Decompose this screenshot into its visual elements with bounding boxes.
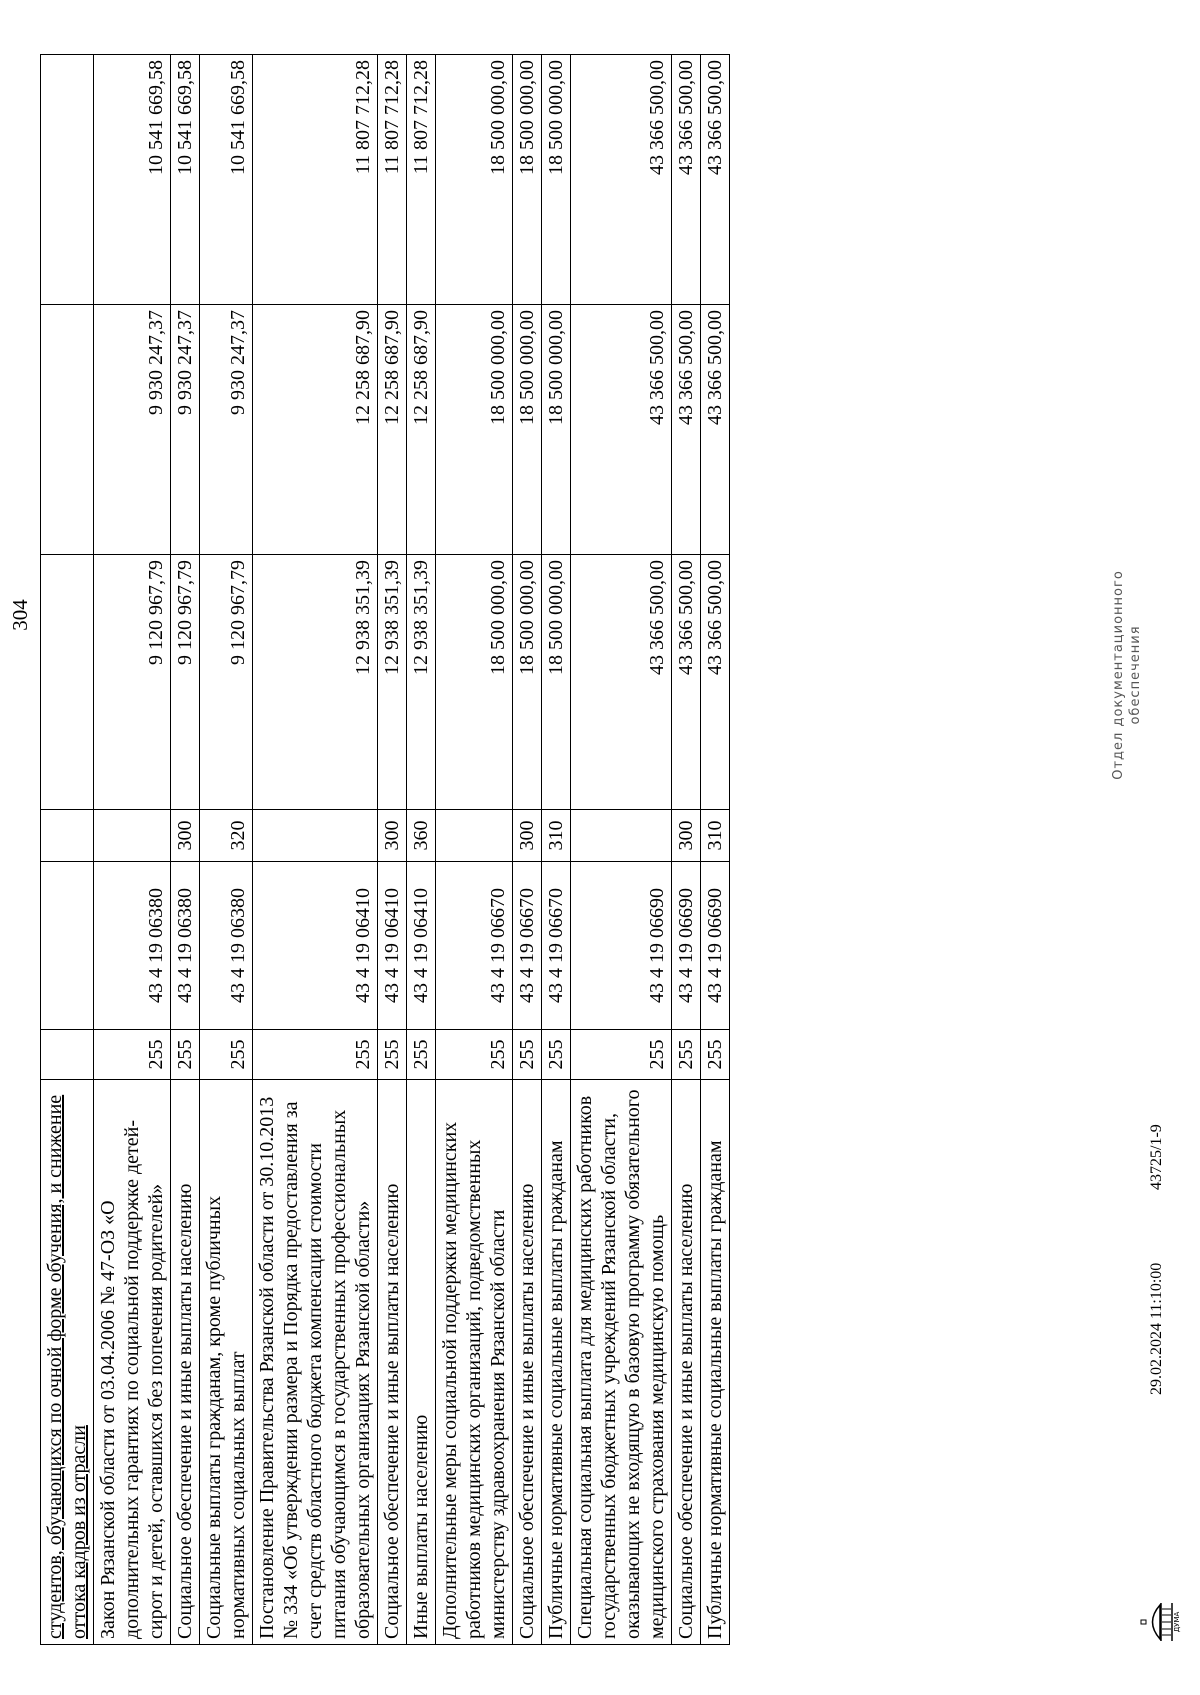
row-code-255: 255: [513, 1030, 542, 1080]
row-amount-year-3: 11 807 712,28: [253, 55, 378, 305]
table-row: [672, 55, 701, 1645]
row-expense-type: 310: [701, 810, 730, 862]
row-amount-year-1: 18 500 000,00: [542, 555, 571, 810]
row-target-article: 43 4 19 06670: [542, 862, 571, 1030]
row-amount-year-2: 18 500 000,00: [542, 305, 571, 555]
row-target-article: 43 4 19 06690: [672, 862, 701, 1030]
row-target-article: 43 4 19 06670: [436, 862, 513, 1030]
row-amount-year-2: 43 366 500,00: [701, 305, 730, 555]
row-expense-type: 300: [378, 810, 407, 862]
row-name: Иные выплаты населению: [407, 1080, 436, 1645]
row-expense-type: [571, 810, 672, 862]
page-number: 304: [8, 599, 32, 631]
row-code-255: 255: [436, 1030, 513, 1080]
row-target-article: [41, 862, 94, 1030]
table-row: [407, 55, 436, 1645]
row-name: Социальное обеспечение и иные выплаты населению: [672, 1080, 701, 1645]
row-amount-year-3: 18 500 000,00: [436, 55, 513, 305]
row-code-255: 255: [94, 1030, 171, 1080]
row-expense-type: 320: [200, 810, 253, 862]
row-target-article: 43 4 19 06410: [378, 862, 407, 1030]
row-code-255: 255: [200, 1030, 253, 1080]
row-name: Социальное обеспечение и иные выплаты населению: [513, 1080, 542, 1645]
row-name: Публичные нормативные социальные выплаты гражданам: [701, 1080, 730, 1645]
svg-text:ДУМА: ДУМА: [1173, 1611, 1181, 1633]
row-expense-type: [436, 810, 513, 862]
row-expense-type: 300: [171, 810, 200, 862]
row-amount-year-1: 18 500 000,00: [513, 555, 542, 810]
row-amount-year-1: 9 120 967,79: [94, 555, 171, 810]
row-amount-year-2: 18 500 000,00: [436, 305, 513, 555]
stamp-line-1: Отдел документационного: [1111, 570, 1126, 780]
row-name: Закон Рязанской области от 03.04.2006 № 47-ОЗ «О дополнительных гарантиях по социальной поддержке детей-сирот и детей, оставшихся без попечения родителей»: [94, 1080, 171, 1645]
table-row: [253, 55, 378, 1645]
row-target-article: 43 4 19 06380: [94, 862, 171, 1030]
row-amount-year-3: 10 541 669,58: [200, 55, 253, 305]
table-row: [436, 55, 513, 1645]
row-amount-year-1: 43 366 500,00: [701, 555, 730, 810]
row-code-255: [41, 1030, 94, 1080]
row-amount-year-2: 9 930 247,37: [94, 305, 171, 555]
footer-document-code: 43725/1-9: [1148, 1124, 1165, 1190]
row-amount-year-1: 9 120 967,79: [200, 555, 253, 810]
table-row: [94, 55, 171, 1645]
row-expense-type: [253, 810, 378, 862]
duma-logo: [1140, 1599, 1180, 1645]
row-amount-year-3: 18 500 000,00: [542, 55, 571, 305]
row-amount-year-2: [41, 305, 94, 555]
row-name: Постановление Правительства Рязанской области от 30.10.2013 № 334 «Об утверждении размера и Порядка предоставления за счет средств областного бюджета компенсации стоимости питания обучающимся в государственных профессиональных образовательных организациях Рязанской области»: [253, 1080, 378, 1645]
row-target-article: 43 4 19 06690: [571, 862, 672, 1030]
table-row: [571, 55, 672, 1645]
budget-table: [40, 54, 730, 1645]
row-amount-year-3: 43 366 500,00: [701, 55, 730, 305]
row-amount-year-3: 10 541 669,58: [94, 55, 171, 305]
stamp-line-2: обеспечения: [1128, 625, 1143, 725]
row-name: студентов, обучающихся по очной форме обучения, и снижение оттока кадров из отрасли: [41, 1080, 94, 1645]
table-row: [200, 55, 253, 1645]
row-name: Публичные нормативные социальные выплаты гражданам: [542, 1080, 571, 1645]
row-amount-year-1: 12 938 351,39: [378, 555, 407, 810]
row-amount-year-2: 9 930 247,37: [171, 305, 200, 555]
row-expense-type: 300: [513, 810, 542, 862]
row-code-255: 255: [253, 1030, 378, 1080]
row-amount-year-3: 43 366 500,00: [672, 55, 701, 305]
table-row: [513, 55, 542, 1645]
row-target-article: 43 4 19 06410: [407, 862, 436, 1030]
row-amount-year-3: 43 366 500,00: [571, 55, 672, 305]
row-code-255: 255: [571, 1030, 672, 1080]
row-target-article: 43 4 19 06670: [513, 862, 542, 1030]
table-row: [378, 55, 407, 1645]
row-amount-year-2: 18 500 000,00: [513, 305, 542, 555]
row-amount-year-1: [41, 555, 94, 810]
row-expense-type: 310: [542, 810, 571, 862]
row-target-article: 43 4 19 06380: [171, 862, 200, 1030]
row-amount-year-2: 43 366 500,00: [571, 305, 672, 555]
row-code-255: 255: [407, 1030, 436, 1080]
table-row: [542, 55, 571, 1645]
table-row: [41, 55, 94, 1645]
table-row: [701, 55, 730, 1645]
row-amount-year-3: 18 500 000,00: [513, 55, 542, 305]
row-amount-year-3: 10 541 669,58: [171, 55, 200, 305]
footer-date: 29.02.2024 11:10:00: [1148, 1262, 1165, 1395]
row-amount-year-2: 12 258 687,90: [253, 305, 378, 555]
row-target-article: 43 4 19 06690: [701, 862, 730, 1030]
row-target-article: 43 4 19 06410: [253, 862, 378, 1030]
row-code-255: 255: [171, 1030, 200, 1080]
row-expense-type: [41, 810, 94, 862]
row-amount-year-2: 43 366 500,00: [672, 305, 701, 555]
row-name: Дополнительные меры социальной поддержки медицинских работников медицинских организаций, подведомственных министерству здравоохранения Рязанской области: [436, 1080, 513, 1645]
row-amount-year-2: 9 930 247,37: [200, 305, 253, 555]
row-amount-year-2: 12 258 687,90: [378, 305, 407, 555]
row-name: Социальные выплаты гражданам, кроме публичных нормативных социальных выплат: [200, 1080, 253, 1645]
row-amount-year-3: 11 807 712,28: [407, 55, 436, 305]
row-name: Специальная социальная выплата для медицинских работников государственных бюджетных учреждений Рязанской области, оказывающих не входящую в базовую программу обязательного медицинского страхования медицинскую помощь: [571, 1080, 672, 1645]
row-code-255: 255: [378, 1030, 407, 1080]
row-amount-year-2: 12 258 687,90: [407, 305, 436, 555]
row-code-255: 255: [542, 1030, 571, 1080]
row-amount-year-1: 12 938 351,39: [253, 555, 378, 810]
table-row: [171, 55, 200, 1645]
department-stamp: [1110, 485, 1144, 865]
row-name: Социальное обеспечение и иные выплаты населению: [171, 1080, 200, 1645]
row-target-article: 43 4 19 06380: [200, 862, 253, 1030]
row-code-255: 255: [672, 1030, 701, 1080]
row-name: Социальное обеспечение и иные выплаты населению: [378, 1080, 407, 1645]
row-amount-year-3: 11 807 712,28: [378, 55, 407, 305]
row-amount-year-1: 18 500 000,00: [436, 555, 513, 810]
row-amount-year-1: 43 366 500,00: [672, 555, 701, 810]
row-amount-year-1: 43 366 500,00: [571, 555, 672, 810]
row-expense-type: 300: [672, 810, 701, 862]
row-code-255: 255: [701, 1030, 730, 1080]
row-expense-type: [94, 810, 171, 862]
row-amount-year-1: 12 938 351,39: [407, 555, 436, 810]
row-amount-year-3: [41, 55, 94, 305]
row-expense-type: 360: [407, 810, 436, 862]
row-amount-year-1: 9 120 967,79: [171, 555, 200, 810]
